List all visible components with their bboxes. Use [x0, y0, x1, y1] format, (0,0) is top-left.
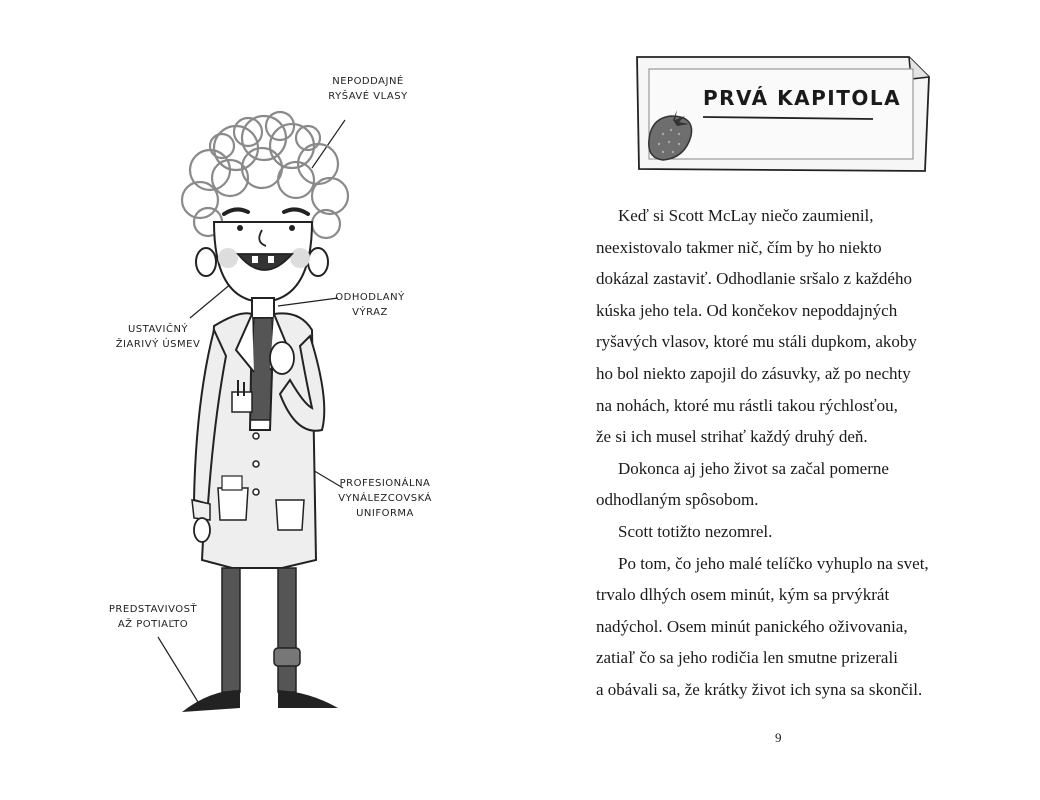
paragraph-3	[596, 516, 976, 548]
chapter-title: PRVÁ KAPITOLA	[703, 86, 902, 110]
annotation-expression: ODHODLANÝ VÝRAZ	[335, 292, 405, 318]
text-line: neexistovalo takmer nič, čím by ho niekto	[596, 237, 882, 257]
right-page	[520, 0, 1040, 800]
text-line: ryšavých vlasov, ktoré mu stáli dupkom, akoby	[596, 332, 917, 352]
text-line: že si ich musel strihať každý druhý deň.	[596, 427, 868, 447]
text-line: trvalo dlhých osem minút, kým sa prvýkrát	[596, 585, 890, 605]
text-line: kúska jeho tela. Od končekov nepoddajných	[596, 300, 898, 320]
annotation-uniform: PROFESIONÁLNA VYNÁLEZCOVSKÁ UNIFORMA	[338, 478, 432, 519]
text-line: odhodlaným spôsobom.	[596, 490, 759, 510]
annotation-feet: PREDSTAVIVOSŤ AŽ POTIAĽTO	[108, 604, 198, 630]
body-text	[596, 200, 976, 706]
text-line: Scott totižto nezomrel.	[618, 521, 773, 541]
text-line: Dokonca aj jeho život sa začal pomerne	[618, 458, 889, 478]
page-number: 9	[775, 730, 782, 745]
text-line: nadýchol. Osem minút panického oživovania,	[596, 616, 908, 636]
annotation-smile: USTAVIČNÝ ŽIARIVÝ ÚSMEV	[115, 324, 201, 350]
paragraph-2	[596, 453, 976, 516]
text-line: ho bol niekto zapojil do zásuvky, až po nechty	[596, 363, 911, 383]
paragraph-1	[596, 200, 976, 453]
text-line: Po tom, čo jeho malé telíčko vyhuplo na svet,	[618, 553, 929, 573]
text-line: a obávali sa, že krátky život ich syna sa skončil.	[596, 679, 923, 699]
text-line: dokázal zastaviť. Odhodlanie sršalo z každého	[596, 269, 912, 289]
paragraph-4	[596, 548, 976, 706]
text-line: na nohách, ktoré mu rástli takou rýchlosťou,	[596, 395, 898, 415]
text-line: Keď si Scott McLay niečo zaumienil,	[618, 206, 874, 225]
annotation-hair: NEPODDAJNÉ RYŠAVÉ VLASY	[328, 76, 408, 102]
strawberry-icon	[641, 106, 701, 164]
text-line: zatiaľ čo sa jeho rodičia len smutne prizerali	[596, 648, 898, 668]
